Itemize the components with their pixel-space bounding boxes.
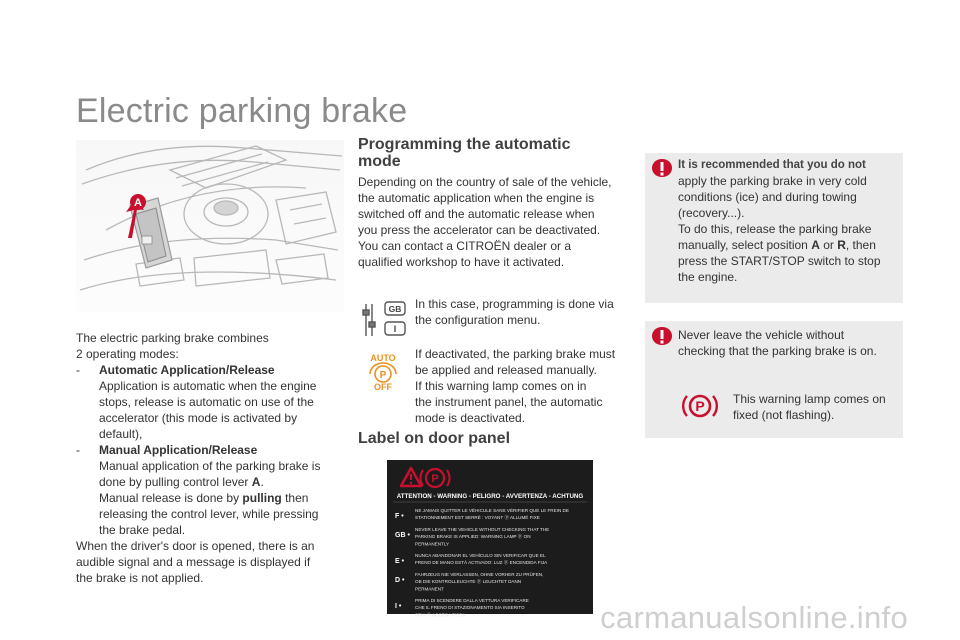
mode-text-line: Manual application of the parking brake is — [99, 459, 321, 473]
label-country-code: F • — [395, 513, 404, 520]
mode-text-line: stops, release is automatic on use of the — [99, 395, 314, 409]
label-warning-line: PERMANENTLY — [415, 541, 450, 547]
modes-outro-line: When the driver's door is opened, there is an — [76, 539, 315, 553]
operating-modes-text — [76, 330, 328, 586]
mode-item-manual — [76, 442, 328, 538]
paragraph-line: You can contact a CITROËN dealer or a — [358, 239, 571, 253]
panel-line: press the START/STOP switch to stop — [678, 254, 881, 268]
label-warning-line: FAHRZEUG NIE VERLASSEN, OHNE VORHER ZU PRÜFEN, — [415, 571, 544, 577]
paragraph-line: If deactivated, the parking brake must — [415, 347, 616, 361]
label-warning-line: PARKING BRAKE IS APPLIED: WARNING LAMP ⓟ ON — [415, 534, 531, 540]
mode-dash: - — [76, 443, 80, 457]
lamp-letter: P — [695, 398, 705, 414]
auto-p-off-warning-icon — [362, 352, 404, 392]
mode-text-line: releasing the control lever, while pressing — [99, 507, 319, 521]
text-run: then — [281, 491, 309, 505]
warning-exclamation-icon — [649, 157, 675, 181]
label-header: ATTENTION - WARNING - PELIGRO - AVVERTENZA - ACHTUNG — [396, 493, 584, 500]
panel-line: apply the parking brake in very cold — [678, 174, 867, 188]
paragraph-line: mode is deactivated. — [415, 411, 526, 425]
paragraph-line: If this warning lamp comes on in — [415, 379, 587, 393]
door-panel-label-image — [387, 460, 593, 618]
watermark-text: carmanualsonline.info — [600, 600, 908, 635]
text-run: manually, select position — [678, 238, 812, 252]
label-warning-line: PERMANENT — [415, 586, 444, 592]
mode-text-line — [99, 490, 328, 506]
paragraph-line: be applied and released manually. — [415, 363, 597, 377]
label-warning-line: PRIMA DI SCENDERE DALLA VETTURA VERIFICARE — [415, 598, 529, 603]
label-country-code: E • — [395, 558, 405, 565]
modes-outro-line: the brake is not applied. — [76, 571, 204, 585]
label-country-code: GB • — [395, 531, 410, 539]
language-code-top: GB — [388, 304, 402, 314]
lever-marker-label: A — [134, 197, 142, 209]
position-ref: R — [837, 238, 846, 252]
label-warning-line: STATIONNEMENT EST SERRÉ : VOYANT ⓟ ALLUMÉ FIXE — [415, 515, 540, 521]
panel-text — [678, 157, 898, 285]
text-run: done by pulling control lever — [99, 475, 252, 489]
paragraph-line: Depending on the country of sale of the vehicle, — [358, 175, 612, 189]
paragraph-line: the configuration menu. — [415, 313, 541, 327]
label-warning-line: CHE IL FRENO DI STAZIONAMENTO SIA INSERITO — [415, 605, 525, 611]
door-label-heading: Label on door panel — [358, 430, 511, 447]
heading-line: mode — [358, 153, 401, 170]
leave-vehicle-warning-panel — [645, 321, 903, 438]
page-title: Electric parking brake — [76, 92, 408, 130]
panel-line: checking that the parking brake is on. — [678, 344, 877, 358]
modes-outro-line: audible signal and a message is displayed if — [76, 555, 311, 569]
mode-title: Manual Application/Release — [99, 443, 258, 457]
modes-intro-line: The electric parking brake combines — [76, 331, 269, 345]
deactivated-text — [415, 346, 627, 426]
mode-text-line: the brake pedal. — [99, 523, 186, 537]
position-ref: A — [811, 238, 820, 252]
panel-line: This warning lamp comes on — [733, 392, 886, 406]
console-drawing — [76, 140, 344, 312]
label-warning-line: SPIA ⓟ ACCESA FISSA — [415, 612, 466, 618]
console-illustration — [76, 140, 344, 312]
paragraph-line: you press the accelerator can be deactivated. — [358, 223, 601, 237]
paragraph-line: switched off and the automatic release when — [358, 207, 595, 221]
parking-brake-lamp-icon — [680, 391, 720, 421]
panel-lead: It is recommended that you do not — [678, 159, 866, 171]
text-run: . — [260, 475, 264, 489]
label-country-code: D • — [395, 576, 405, 584]
off-label: OFF — [374, 382, 392, 392]
label-warning-line: NEVER LEAVE THE VEHICLE WITHOUT CHECKING THAT THE — [415, 526, 550, 532]
panel-text — [678, 327, 898, 359]
configuration-text — [415, 296, 625, 328]
language-code-bottom: I — [393, 324, 397, 334]
programming-paragraph — [358, 174, 622, 270]
lamp-text — [733, 391, 898, 423]
heading-line: Programming the automatic — [358, 136, 571, 153]
panel-line: (recovery...). — [678, 206, 745, 220]
mode-text-line: default), — [99, 427, 143, 441]
paragraph-line: the instrument panel, the automatic — [415, 395, 603, 409]
panel-line: To do this, release the parking brake — [678, 222, 872, 236]
label-warning-line: OB DIE KONTROLLEUCHTE ⓟ LEUCHTET DANN — [415, 579, 522, 585]
panel-line: conditions (ice) and during towing — [678, 190, 857, 204]
mode-dash: - — [76, 363, 80, 377]
label-warning-line: NE JAMAIS QUITTER LE VÉHICULE SANS VÉRIFIER QUE LE FREIN DE — [415, 508, 569, 513]
lever-ref: A — [251, 475, 261, 489]
mode-text-line — [99, 474, 328, 490]
paragraph-line: qualified workshop to have it activated. — [358, 255, 565, 269]
paragraph-line: In this case, programming is done via — [415, 297, 614, 311]
text-run: or — [819, 238, 838, 252]
paragraph-line: the automatic application when the engine is — [358, 191, 595, 205]
mode-title: Automatic Application/Release — [99, 363, 275, 377]
panel-line: Never leave the vehicle without — [678, 328, 845, 342]
warning-exclamation-icon — [649, 325, 675, 349]
label-warning-line: FRENO DE MANO ESTÁ ACTIVADO: LUZ ⓟ ENCENDIDA FIJA — [415, 560, 548, 566]
panel-line — [678, 237, 898, 253]
auto-label: AUTO — [370, 353, 396, 363]
configuration-menu-icon — [358, 300, 408, 340]
p-letter: P — [379, 370, 387, 381]
modes-intro-line: 2 operating modes: — [76, 347, 179, 361]
svg-text:P: P — [431, 473, 439, 485]
panel-line: fixed (not flashing). — [733, 408, 835, 422]
programming-heading — [358, 136, 570, 170]
mode-item-automatic — [76, 362, 328, 442]
mode-text-line: accelerator (this mode is activated by — [99, 411, 298, 425]
emphasis: pulling — [242, 491, 282, 505]
label-country-code: I • — [395, 603, 402, 610]
label-warning-line: NUNCA ABANDONAR EL VEHÍCULO SIN VERIFICAR QUE EL — [415, 553, 546, 558]
text-run: , then — [845, 238, 876, 252]
cold-conditions-warning-panel — [645, 153, 903, 303]
text-run: Manual release is done by — [99, 491, 243, 505]
panel-line: the engine. — [678, 270, 738, 284]
mode-text-line: Application is automatic when the engine — [99, 379, 317, 393]
